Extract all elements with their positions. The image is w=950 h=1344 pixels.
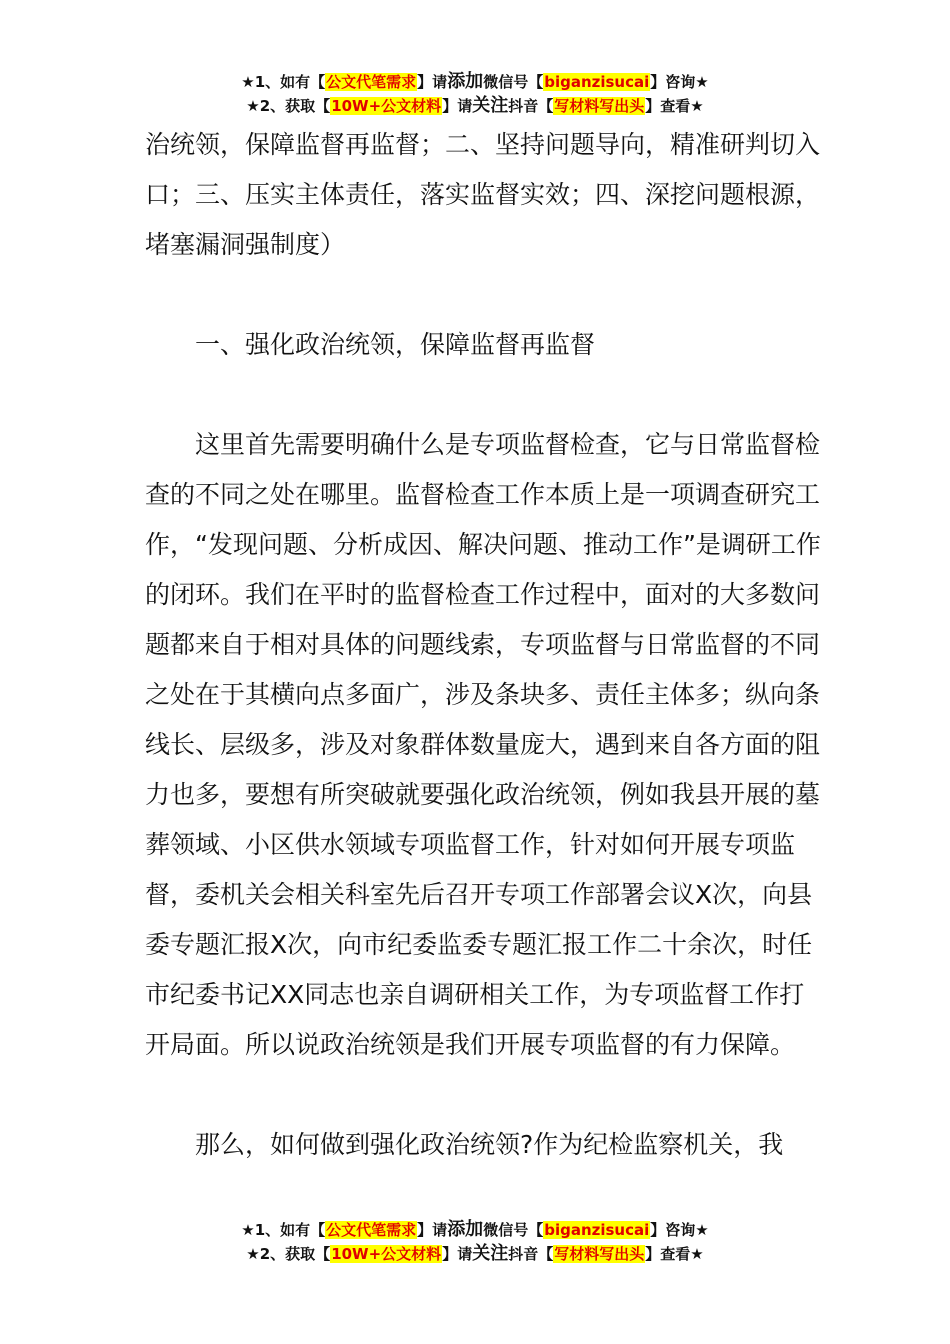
body-paragraph: 这里首先需要明确什么是专项监督检查，它与日常监督检查的不同之处在哪里。监督检查工作本质上是一项调查研究工作，“发现问题、分析成因、解决问题、推动工作”是调研工作的闭环。我们在平时的监督检查工作过程中，面对的大多数问题都来自于相对具体的问题线索，专项监督与日常监督的不同之处在于其横向点多面广，涉及条块多、责任主体多；纵向条线长、层级多，涉及对象群体数量庞大，遇到来自各方面的阻力也多，要想有所突破就要强化政治统领，例如我县开展的墓葬领域、小区供水领域专项监督工作，针对如何开展专项监督，委机关会相关科室先后召开专项工作部署会议X次，向县委专题汇报X次，向市纪委监委专题汇报工作二十余次，时任市纪委书记XX同志也亲自调研相关工作，为专项监督工作打开局面。所以说政治统领是我们开展专项监督的有力保障。 xyxy=(145,430,821,1059)
body-paragraph-2: 那么，如何做到强化政治统领?作为纪检监察机关，我 xyxy=(195,1130,784,1159)
header-banner xyxy=(0,70,950,118)
highlight-douyin: 写材料写出头 xyxy=(554,1245,645,1263)
highlight-service: 公文代笔需求 xyxy=(326,73,417,91)
intro-paragraph: 治统领，保障监督再监督；二、坚持问题导向，精准研判切入口；三、压实主体责任，落实监督实效；四、深挖问题根源，堵塞漏洞强制度） xyxy=(145,130,821,259)
section-heading: 一、强化政治统领，保障监督再监督 xyxy=(195,330,596,359)
footer-line-1: ★1、如有【公文代笔需求】请添加微信号【biganzisucai】咨询★ xyxy=(241,1219,709,1240)
footer-line-2: ★2、获取【10W+公文材料】请关注抖音【写材料写出头】查看★ xyxy=(246,1243,704,1264)
highlight-wechat-id: biganzisucai xyxy=(544,73,650,91)
document-body xyxy=(145,120,825,1170)
highlight-materials: 10W+公文材料 xyxy=(331,1245,442,1263)
footer-banner xyxy=(0,1218,950,1266)
banner-line-1: ★1、如有【公文代笔需求】请添加微信号【biganzisucai】咨询★ xyxy=(241,71,709,92)
highlight-service: 公文代笔需求 xyxy=(326,1221,417,1239)
highlight-materials: 10W+公文材料 xyxy=(331,97,442,115)
highlight-douyin: 写材料写出头 xyxy=(554,97,645,115)
highlight-wechat-id: biganzisucai xyxy=(544,1221,650,1239)
banner-line-2: ★2、获取【10W+公文材料】请关注抖音【写材料写出头】查看★ xyxy=(246,95,704,116)
